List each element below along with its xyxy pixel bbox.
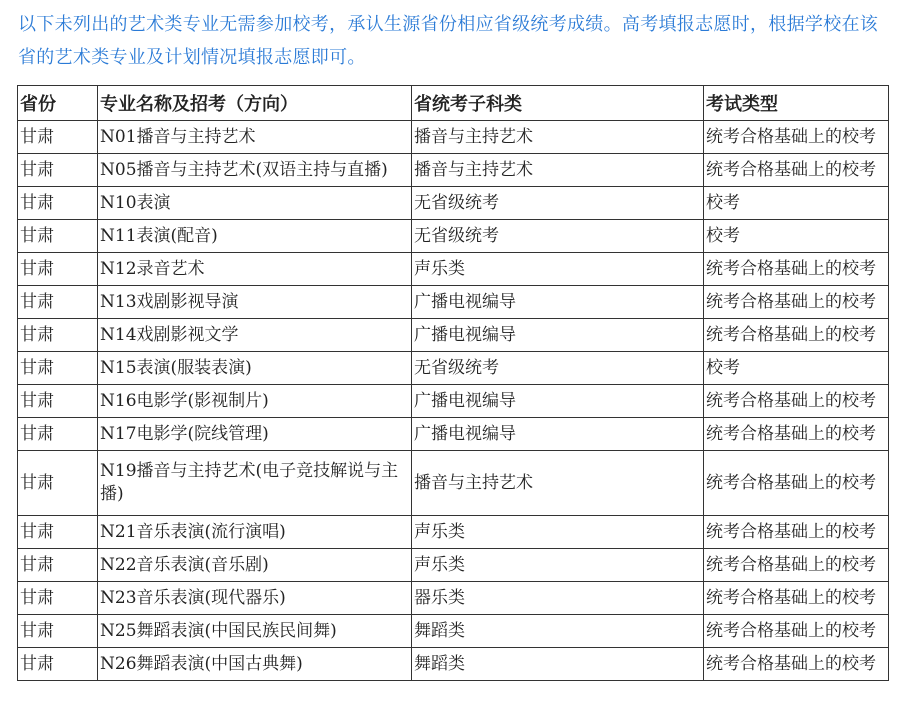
table-row (18, 615, 889, 648)
cell-subcategory: 播音与主持艺术 (412, 451, 704, 516)
cell-province: 甘肃 (18, 615, 98, 648)
intro-paragraph: 以下未列出的艺术类专业无需参加校考，承认生源省份相应省级统考成绩。高考填报志愿时，根据学校在该省的艺术类专业及计划情况填报志愿即可。 (18, 14, 879, 68)
cell-province: 甘肃 (18, 582, 98, 615)
table-row (18, 253, 889, 286)
table-row (18, 385, 889, 418)
cell-province: 甘肃 (18, 549, 98, 582)
cell-exam-type: 校考 (704, 187, 889, 220)
cell-exam-type: 统考合格基础上的校考 (704, 615, 889, 648)
header-exam-type: 考试类型 (704, 86, 889, 121)
cell-major: N01播音与主持艺术 (98, 121, 412, 154)
cell-subcategory: 播音与主持艺术 (412, 121, 704, 154)
cell-subcategory: 无省级统考 (412, 352, 704, 385)
cell-subcategory: 声乐类 (412, 549, 704, 582)
cell-exam-type: 统考合格基础上的校考 (704, 516, 889, 549)
table-row (18, 187, 889, 220)
table-row (18, 648, 889, 681)
cell-subcategory: 声乐类 (412, 253, 704, 286)
cell-province: 甘肃 (18, 352, 98, 385)
cell-major: N17电影学(院线管理) (98, 418, 412, 451)
cell-province: 甘肃 (18, 154, 98, 187)
cell-subcategory: 广播电视编导 (412, 319, 704, 352)
art-majors-table (17, 85, 889, 681)
table-row (18, 220, 889, 253)
cell-province: 甘肃 (18, 220, 98, 253)
cell-exam-type: 统考合格基础上的校考 (704, 154, 889, 187)
table-body (18, 121, 889, 681)
table-row (18, 549, 889, 582)
cell-major: N23音乐表演(现代器乐) (98, 582, 412, 615)
cell-subcategory: 舞蹈类 (412, 648, 704, 681)
header-subcategory: 省统考子科类 (412, 86, 704, 121)
cell-exam-type: 统考合格基础上的校考 (704, 319, 889, 352)
table-row (18, 121, 889, 154)
cell-exam-type: 校考 (704, 352, 889, 385)
cell-subcategory: 无省级统考 (412, 220, 704, 253)
cell-major: N11表演(配音) (98, 220, 412, 253)
cell-major: N13戏剧影视导演 (98, 286, 412, 319)
cell-major: N10表演 (98, 187, 412, 220)
cell-province: 甘肃 (18, 418, 98, 451)
cell-exam-type: 统考合格基础上的校考 (704, 451, 889, 516)
cell-major: N15表演(服装表演) (98, 352, 412, 385)
cell-exam-type: 统考合格基础上的校考 (704, 121, 889, 154)
cell-province: 甘肃 (18, 451, 98, 516)
cell-major: N12录音艺术 (98, 253, 412, 286)
cell-province: 甘肃 (18, 648, 98, 681)
cell-subcategory: 器乐类 (412, 582, 704, 615)
cell-province: 甘肃 (18, 121, 98, 154)
table-row (18, 352, 889, 385)
cell-major: N21音乐表演(流行演唱) (98, 516, 412, 549)
cell-province: 甘肃 (18, 516, 98, 549)
cell-subcategory: 播音与主持艺术 (412, 154, 704, 187)
cell-major: N26舞蹈表演(中国古典舞) (98, 648, 412, 681)
table-row (18, 516, 889, 549)
cell-subcategory: 广播电视编导 (412, 286, 704, 319)
cell-province: 甘肃 (18, 253, 98, 286)
table-row (18, 319, 889, 352)
cell-exam-type: 统考合格基础上的校考 (704, 648, 889, 681)
cell-subcategory: 声乐类 (412, 516, 704, 549)
cell-exam-type: 统考合格基础上的校考 (704, 549, 889, 582)
cell-subcategory: 舞蹈类 (412, 615, 704, 648)
cell-subcategory: 无省级统考 (412, 187, 704, 220)
cell-exam-type: 统考合格基础上的校考 (704, 385, 889, 418)
table-header-row (18, 86, 889, 121)
cell-major: N14戏剧影视文学 (98, 319, 412, 352)
cell-major: N05播音与主持艺术(双语主持与直播) (98, 154, 412, 187)
cell-subcategory: 广播电视编导 (412, 418, 704, 451)
cell-province: 甘肃 (18, 319, 98, 352)
cell-province: 甘肃 (18, 187, 98, 220)
cell-major: N25舞蹈表演(中国民族民间舞) (98, 615, 412, 648)
cell-major: N22音乐表演(音乐剧) (98, 549, 412, 582)
cell-major: N16电影学(影视制片) (98, 385, 412, 418)
cell-province: 甘肃 (18, 385, 98, 418)
cell-exam-type: 统考合格基础上的校考 (704, 582, 889, 615)
cell-exam-type: 统考合格基础上的校考 (704, 253, 889, 286)
cell-subcategory: 广播电视编导 (412, 385, 704, 418)
cell-province: 甘肃 (18, 286, 98, 319)
header-province: 省份 (18, 86, 98, 121)
table-row (18, 582, 889, 615)
cell-exam-type: 校考 (704, 220, 889, 253)
cell-exam-type: 统考合格基础上的校考 (704, 286, 889, 319)
table-row (18, 154, 889, 187)
table-row (18, 451, 889, 516)
header-major: 专业名称及招考（方向） (98, 86, 412, 121)
cell-major: N19播音与主持艺术(电子竞技解说与主播) (98, 451, 412, 516)
table-row (18, 286, 889, 319)
table-row (18, 418, 889, 451)
cell-exam-type: 统考合格基础上的校考 (704, 418, 889, 451)
